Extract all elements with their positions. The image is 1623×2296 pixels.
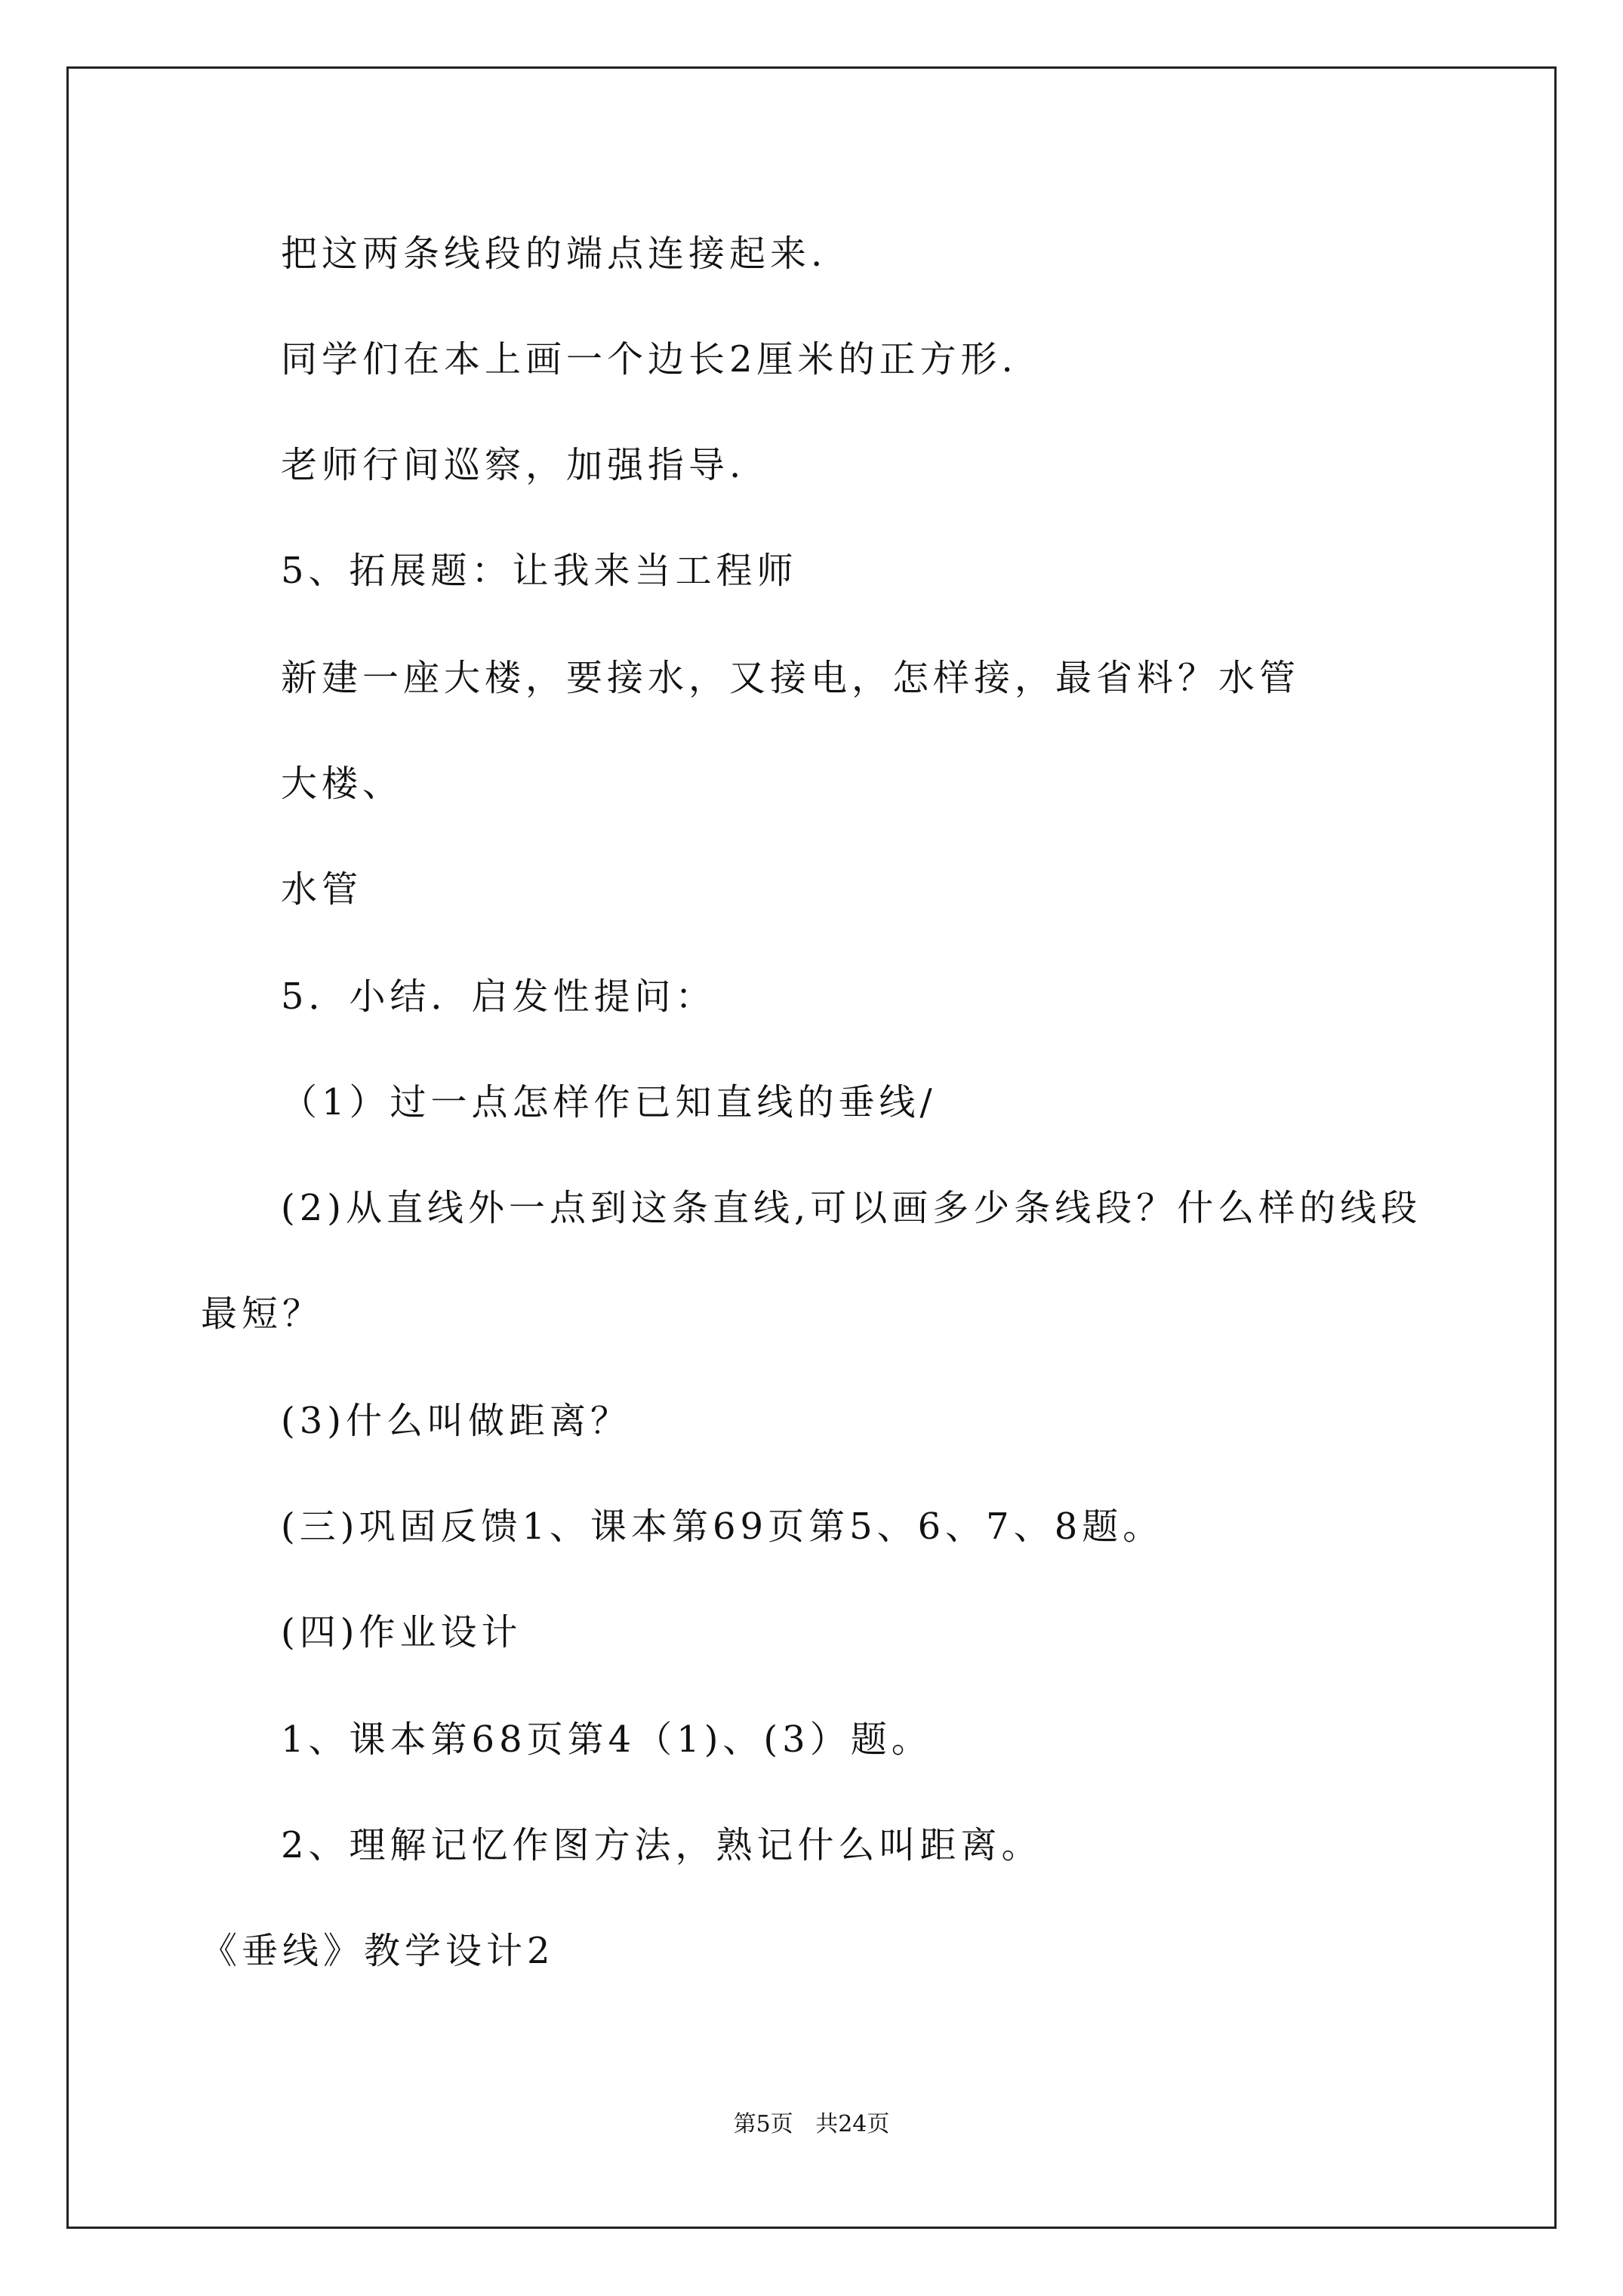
text-line: 新建一座大楼，要接水，又接电，怎样接，最省料？水管 (281, 657, 1301, 699)
text-line: 老师行间巡察，加强指导. (281, 444, 746, 486)
page-number: 第5页 (733, 2111, 793, 2137)
page-total: 共24页 (815, 2111, 890, 2137)
text-line: 把这两条线段的端点连接起来. (281, 233, 827, 275)
text-line: 最短？ (201, 1293, 324, 1335)
text-line: 同学们在本上画一个边长2厘米的正方形. (281, 338, 1018, 381)
text-line: （1）过一点怎样作已知直线的垂线/ (281, 1081, 937, 1123)
text-line: (四)作业设计 (281, 1611, 522, 1653)
text-line: 2、理解记忆作图方法，熟记什么叫距离。 (281, 1824, 1042, 1866)
text-line: 1、课本第68页第4（1)、(3）题。 (281, 1718, 932, 1761)
text-line: (2)从直线外一点到这条直线,可以画多少条线段？什么样的线段 (281, 1187, 1422, 1229)
text-line: 5．小结．启发性提问： (281, 975, 716, 1018)
section-heading: 《垂线》教学设计2 (201, 1930, 555, 1972)
page-footer (0, 2110, 1623, 2140)
text-line: 水管 (281, 868, 363, 911)
text-line: 大楼、 (281, 763, 404, 805)
text-line: (三)巩固反馈1、课本第69页第5、6、7、8题。 (281, 1505, 1164, 1548)
text-line: 5、拓展题：让我来当工程师 (281, 550, 798, 592)
text-line: (3)什么叫做距离？ (281, 1400, 631, 1442)
page-border (66, 66, 1557, 2229)
